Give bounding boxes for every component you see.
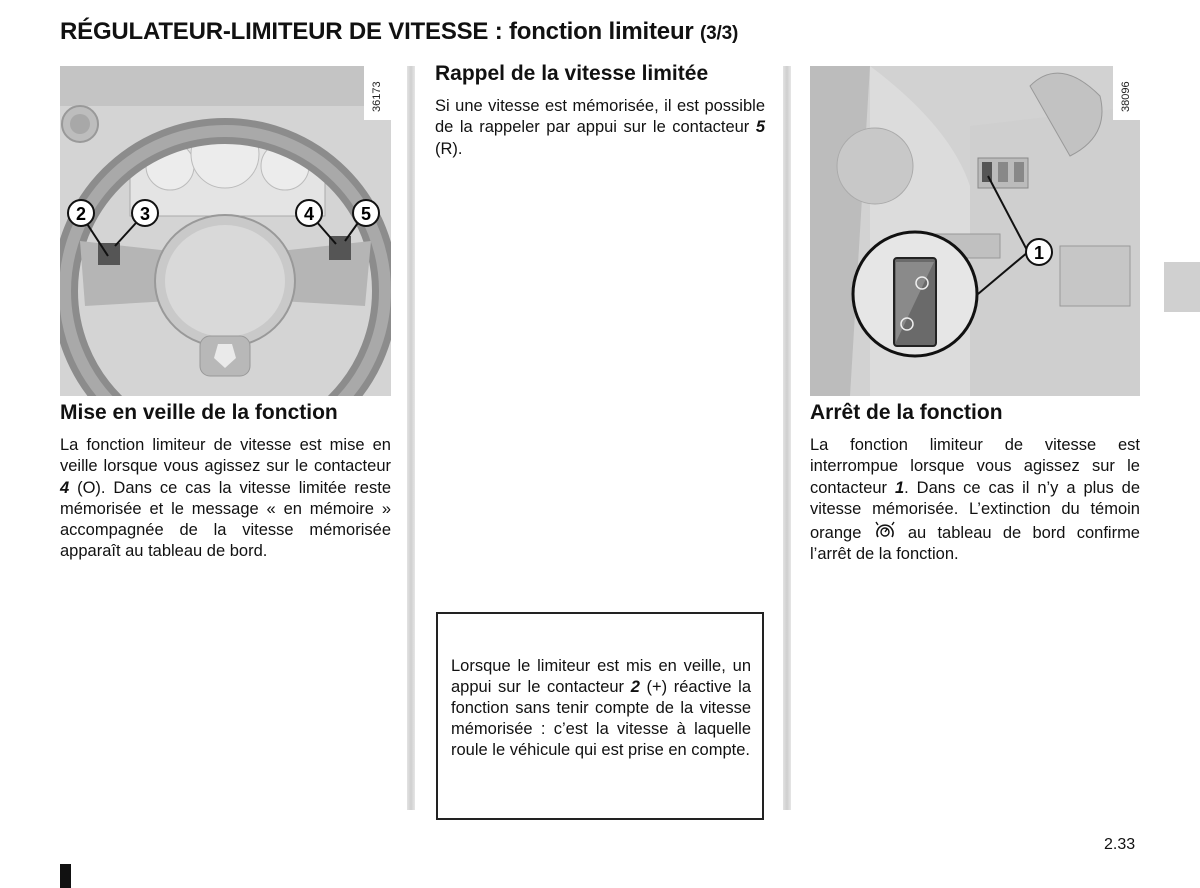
heading-standby: Mise en veille de la fonction xyxy=(60,401,338,424)
callout-1 xyxy=(1026,239,1052,265)
svg-text:1: 1 xyxy=(1033,243,1045,263)
callout-3 xyxy=(132,200,158,226)
dashboard-switch-figure xyxy=(810,66,1140,396)
figure-number: 36173 xyxy=(371,81,383,112)
heading-recall: Rappel de la vitesse limitée xyxy=(435,62,709,85)
speed-limiter-warning-icon xyxy=(873,520,897,542)
svg-text:4: 4 xyxy=(303,204,315,224)
page-title-main: RÉGULATEUR-LIMITEUR DE VITESSE : fonction limiteur xyxy=(60,18,694,45)
svg-text:2: 2 xyxy=(75,204,87,224)
note-text: Lorsque le limiteur est mis en veille, un appui sur le contacteur 2 (+) réactive la fonction sans tenir compte de la vitesse mémorisée : c’est la vitesse à laquelle roule le véhicule qui est prise en compte. xyxy=(451,657,751,759)
page-number: 2.33 xyxy=(1104,836,1136,853)
page-title xyxy=(60,18,738,46)
column-separator-right xyxy=(783,66,791,810)
note-box xyxy=(436,612,764,820)
paragraph-stop: La fonction limiteur de vitesse est interrompue lorsque vous agissez sur le contacteur 1. Dans ce cas il n’y a plus de vitesse mémorisée. L’extinction du témoin orange au tableau de bord confirme l’arrêt de la fonction. xyxy=(810,436,1140,564)
svg-text:5: 5 xyxy=(360,204,372,224)
callout-4 xyxy=(296,200,322,226)
column-separator-left xyxy=(407,66,415,810)
steering-wheel-figure xyxy=(60,66,391,396)
figure-number: 38096 xyxy=(1120,81,1132,112)
callout-5 xyxy=(353,200,379,226)
callout-2 xyxy=(68,200,94,226)
paragraph-standby: La fonction limiteur de vitesse est mise en veille lorsque vous agissez sur le contacteur 4 (O). Dans ce cas la vitesse limitée reste mémorisée et le message « en mémoire » accompagnée de la vitesse mémorisée apparaît au tableau de bord. xyxy=(60,436,391,561)
paragraph-recall: Si une vitesse est mémorisée, il est possible de la rappeler par appui sur le contacteur 5 (R). xyxy=(435,97,765,158)
heading-stop: Arrêt de la fonction xyxy=(810,401,1003,424)
page-title-suffix: (3/3) xyxy=(700,23,739,44)
svg-text:3: 3 xyxy=(139,204,151,224)
chapter-tab xyxy=(1164,262,1200,312)
corner-mark xyxy=(60,864,71,888)
